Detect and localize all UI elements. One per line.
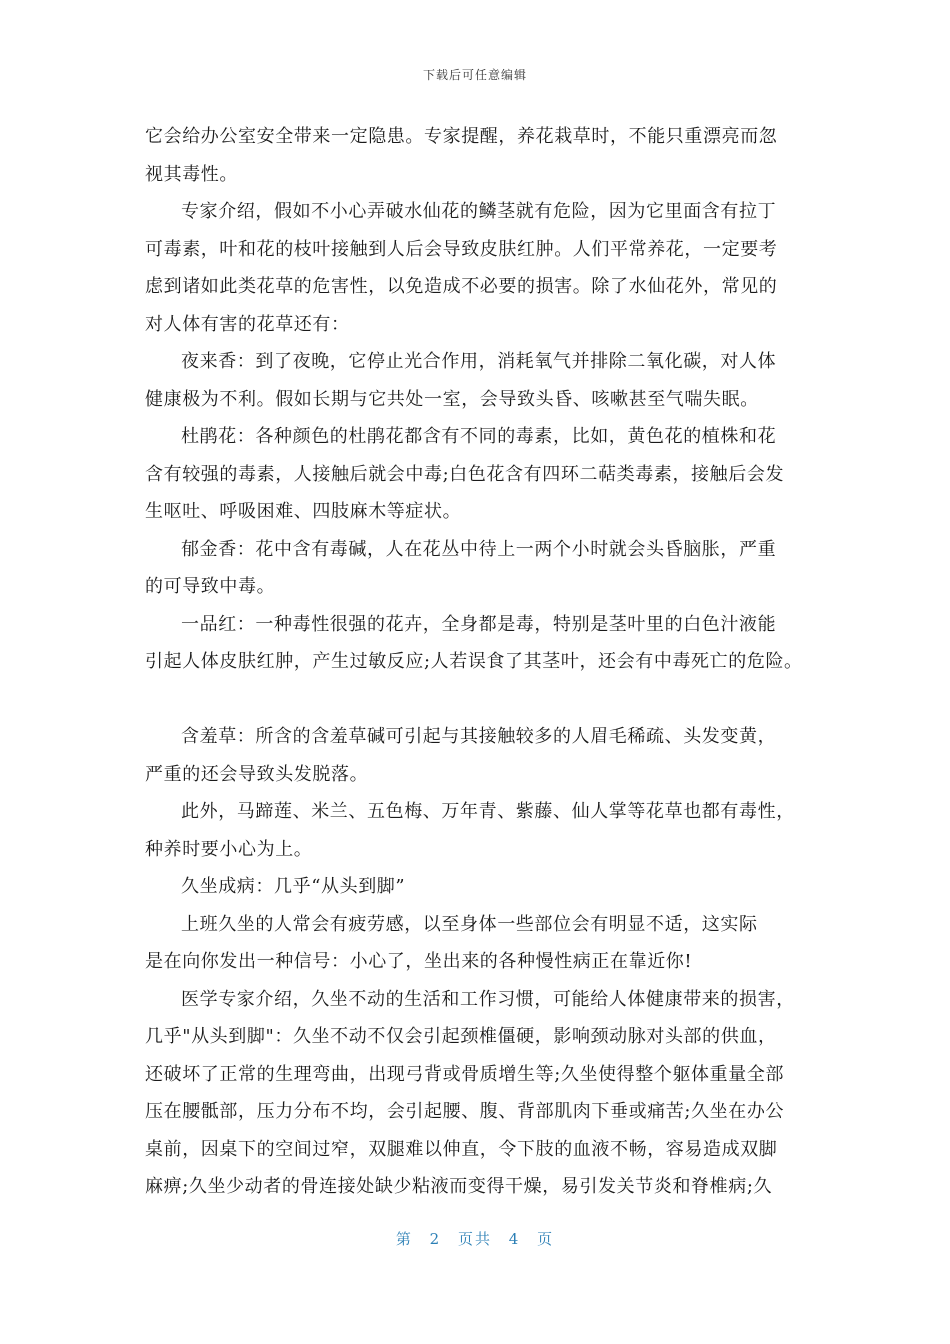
text-line: 对人体有害的花草还有： <box>145 313 350 335</box>
page-header: 下载后可任意编辑 <box>422 68 527 82</box>
blank-line <box>145 681 825 719</box>
text-line: 上班久坐的人常会有疲劳感，以至身体一些部位会有明显不适，这实际 <box>181 913 758 935</box>
text-line: 桌前，因桌下的空间过窄，双腿难以伸直，令下肢的血液不畅，容易造成双脚 <box>145 1138 778 1160</box>
text-line: 生呕吐、呼吸困难、四肢麻木等症状。 <box>145 501 462 522</box>
text-line: 引起人体皮肤红肿，产生过敏反应;人若误食了其茎叶，还会有中毒死亡的危险。 <box>145 651 803 672</box>
text-line: 杜鹃花：各种颜色的杜鹃花都含有不同的毒素，比如，黄色花的植株和花 <box>181 426 777 447</box>
text-line: 健康极为不利。假如长期与它共处一室，会导致头昏、咳嗽甚至气喘失眠。 <box>145 388 759 410</box>
text-line: 一品红：一种毒性很强的花卉，全身都是毒，特别是茎叶里的白色汁液能 <box>181 613 777 635</box>
text-line: 此外，马蹄莲、米兰、五色梅、万年青、紫藤、仙人掌等花草也都有毒性， <box>181 801 795 822</box>
text-line: 严重的还会导致头发脱落。 <box>145 763 369 785</box>
text-line: 专家介绍，假如不小心弄破水仙花的鳞茎就有危险，因为它里面含有拉丁 <box>181 201 777 222</box>
text-line: 的可导致中毒。 <box>145 576 276 597</box>
text-line: 夜来香：到了夜晚，它停止光合作用，消耗氧气并排除二氧化碳，对人体 <box>181 351 777 372</box>
text-line: 种养时要小心为上。 <box>145 838 313 860</box>
text-line: 麻痹;久坐少动者的骨连接处缺少粘液而变得干燥，易引发关节炎和脊椎病;久 <box>145 1176 773 1197</box>
page-footer: 第 2 页共 4 页 <box>395 1230 555 1248</box>
document-body <box>145 118 825 1206</box>
text-line: 虑到诸如此类花草的危害性，以免造成不必要的损害。除了水仙花外，常见的 <box>145 276 778 297</box>
text-line: 郁金香：花中含有毒碱，人在花丛中待上一两个小时就会头昏脑胀，严重 <box>181 538 777 560</box>
text-line: 压在腰骶部，压力分布不均，会引起腰、腹、背部肌肉下垂或痛苦;久坐在办公 <box>145 1101 785 1122</box>
text-line: 是在向你发出一种信号：小心了，坐出来的各种慢性病正在靠近你! <box>145 951 693 972</box>
text-line: 含羞草：所含的含羞草碱可引起与其接触较多的人眉毛稀疏、头发变黄， <box>181 726 777 747</box>
text-line: 医学专家介绍，久坐不动的生活和工作习惯，可能给人体健康带来的损害， <box>181 988 795 1010</box>
text-line: 几乎"从头到脚"：久坐不动不仅会引起颈椎僵硬，影响颈动脉对头部的供血， <box>145 1026 777 1047</box>
text-line: 含有较强的毒素，人接触后就会中毒;白色花含有四环二萜类毒素，接触后会发 <box>145 463 785 485</box>
text-line: 可毒素，叶和花的枝叶接触到人后会导致皮肤红肿。人们平常养花，一定要考 <box>145 238 778 260</box>
text-line: 视其毒性。 <box>145 163 238 185</box>
text-line: 它会给办公室安全带来一定隐患。专家提醒，养花栽草时，不能只重漂亮而忽 <box>145 126 778 147</box>
text-line: 久坐成病：几乎“从头到脚” <box>181 876 406 897</box>
text-line: 还破坏了正常的生理弯曲，出现弓背或骨质增生等;久坐使得整个躯体重量全部 <box>145 1063 785 1085</box>
